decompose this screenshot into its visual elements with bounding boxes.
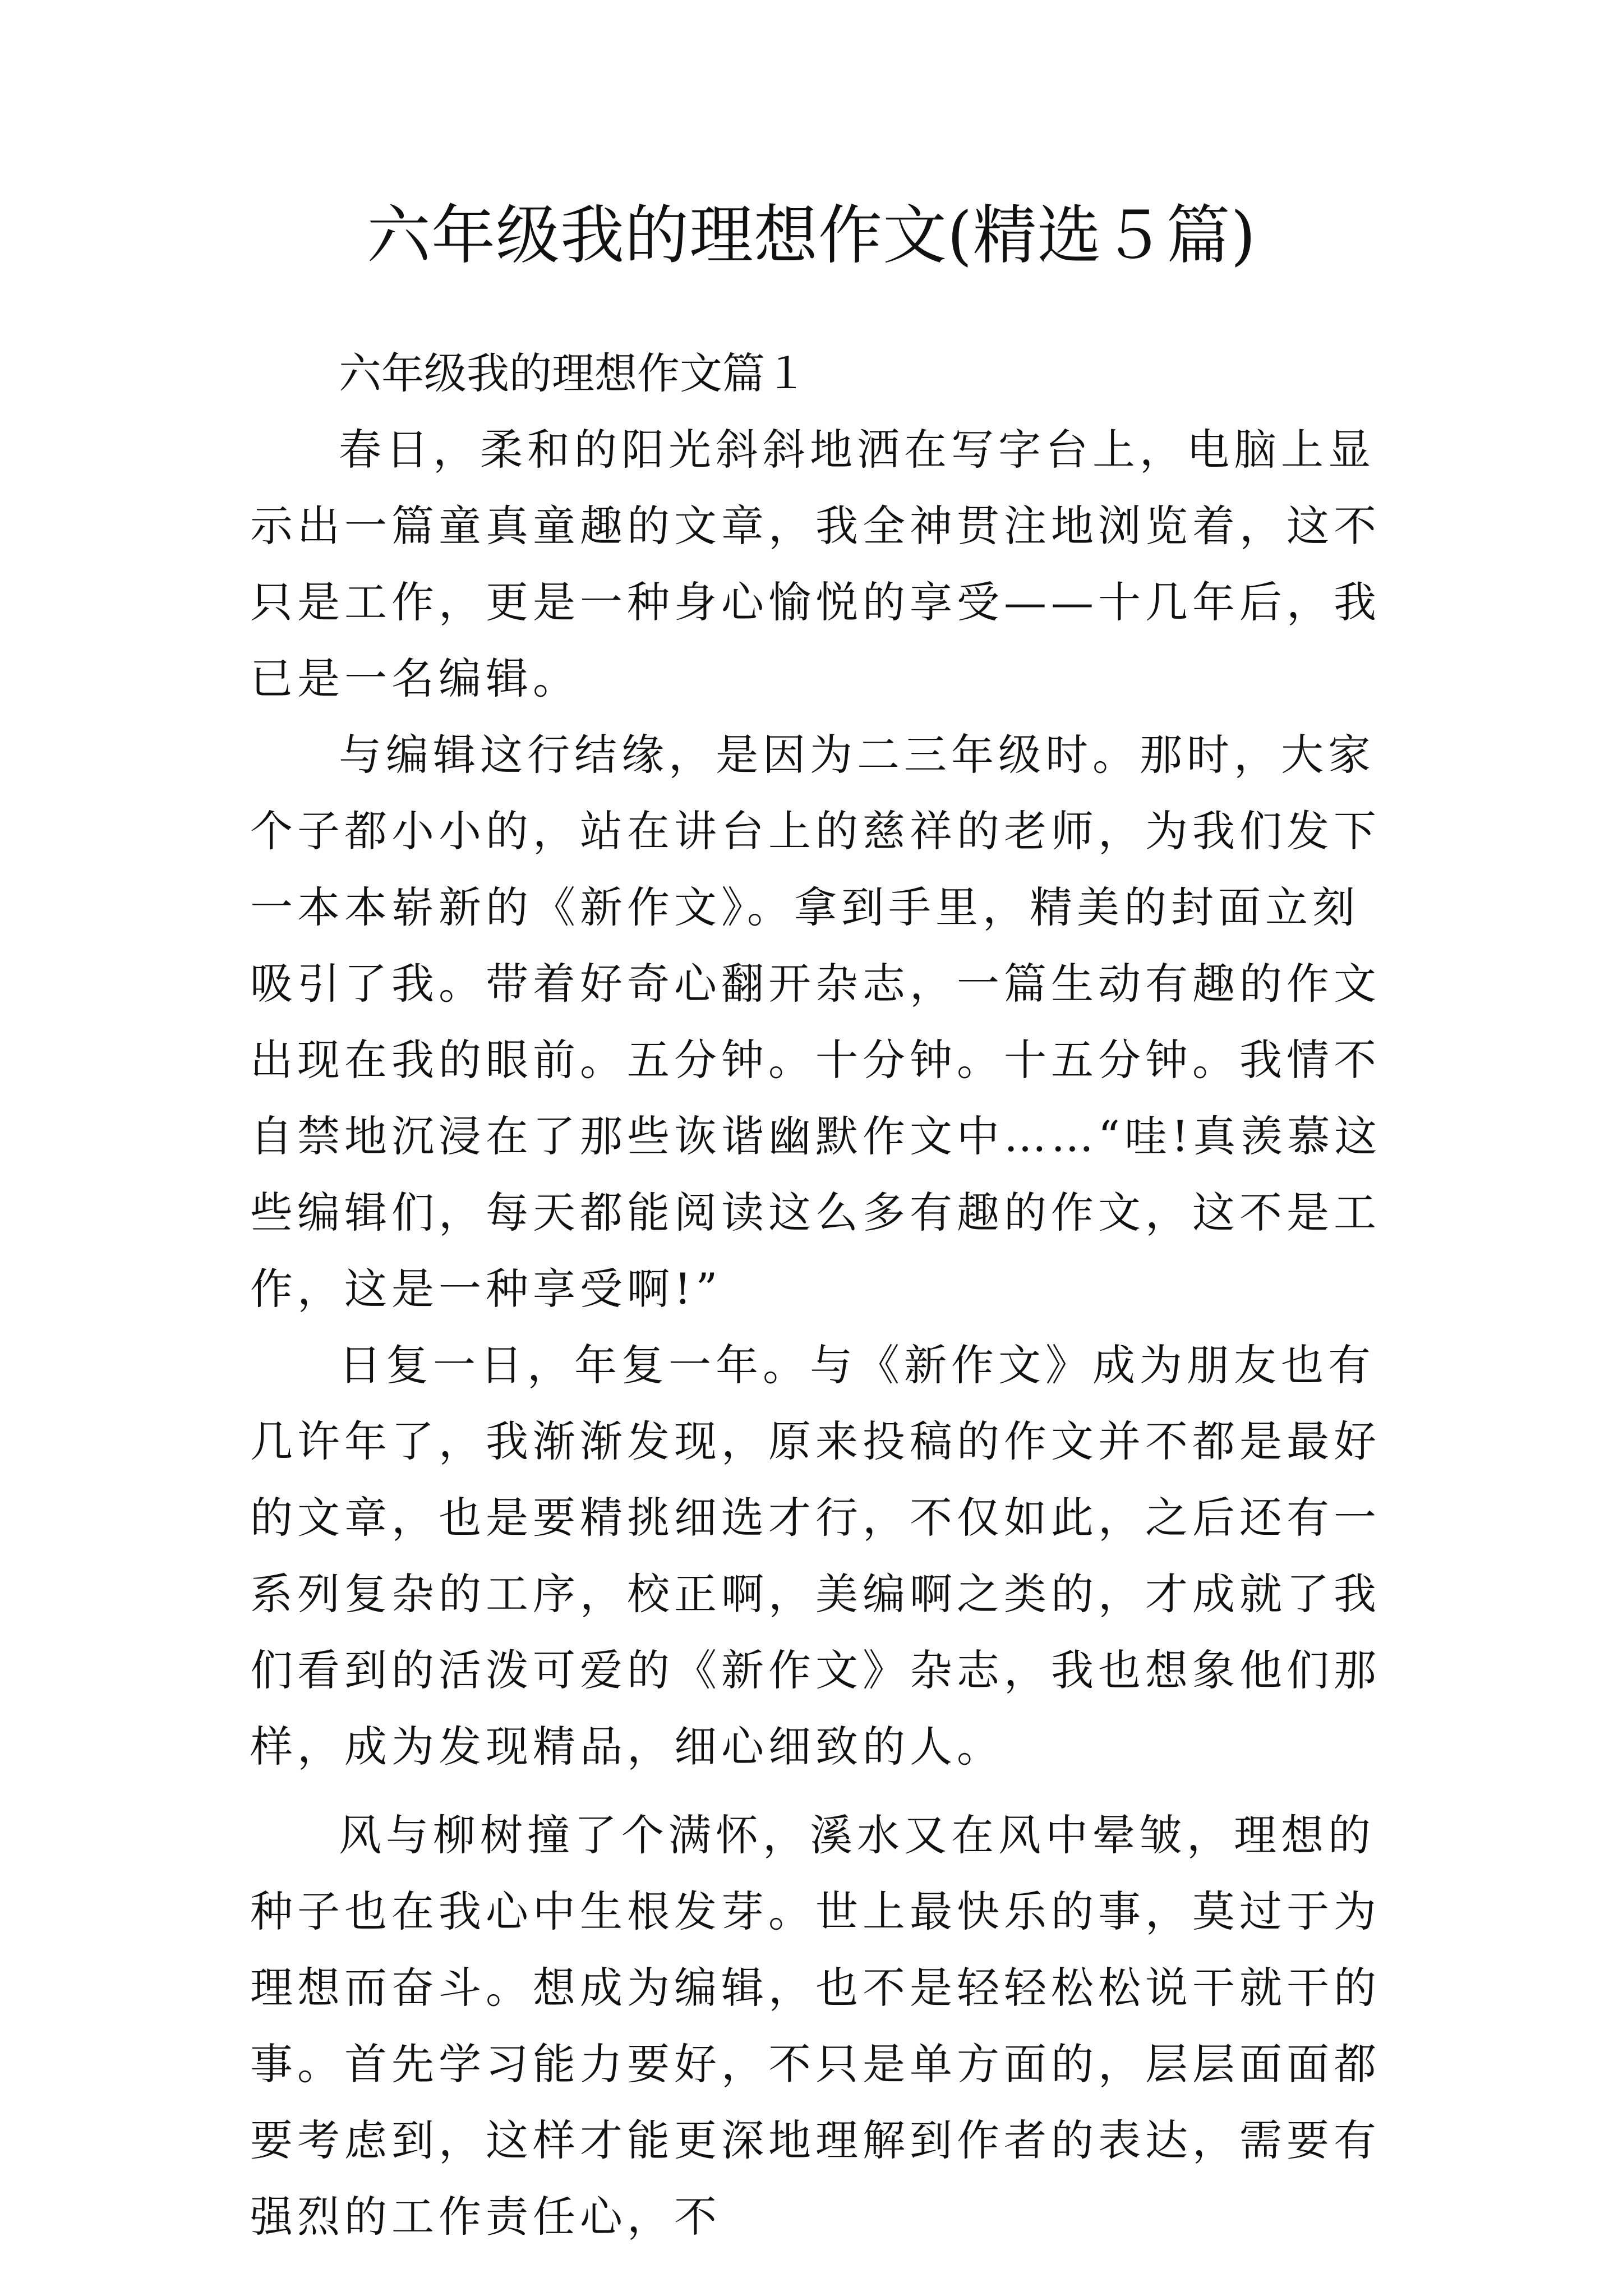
paragraph-2: 与编辑这行结缘，是因为二三年级时。那时，大家个子都小小的，站在讲台上的慈祥的老师，为我们发下一本本崭新的《新作文》。拿到手里，精美的封面立刻吸引了我。带着好奇心翻开杂志，一篇生动有趣的作文出现在我的眼前。五分钟。十分钟。十五分钟。我情不自禁地沉浸在了那些诙谐幽默作文中……“哇!真羡慕这些编辑们，每天都能阅读这么多有趣的作文，这不是工作，这是一种享受啊!” [250, 730, 1382, 1314]
document-body [250, 335, 1389, 2255]
paragraph-1: 春日，柔和的阳光斜斜地洒在写字台上，电脑上显示出一篇童真童趣的文章，我全神贯注地浏览着，这不只是工作，更是一种身心愉悦的享受——十几年后，我已是一名编辑。 [250, 425, 1381, 703]
paragraph-4: 风与柳树撞了个满怀，溪水又在风中晕皱，理想的种子也在我心中生根发芽。世上最快乐的事，莫过于为理想而奋斗。想成为编辑，也不是轻轻松松说干就干的事。首先学习能力要好，不只是单方面的，层层面面都要考虑到，这样才能更深地理解到作者的表达，需要有强烈的工作责任心，不 [250, 1810, 1381, 2242]
paragraph-3: 日复一日，年复一年。与《新作文》成为朋友也有几许年了，我渐渐发现，原来投稿的作文并不都是最好的文章，也是要精挑细选才行，不仅如此，之后还有一系列复杂的工序，校正啊，美编啊之类的，才成就了我们看到的活泼可爱的《新作文》杂志，我也想象他们那样，成为发现精品，细心细致的人。 [250, 1340, 1381, 1772]
section-heading: 六年级我的理想作文篇１ [339, 348, 808, 398]
document-title: 六年级我的理想作文(精选５篇) [367, 198, 1256, 273]
